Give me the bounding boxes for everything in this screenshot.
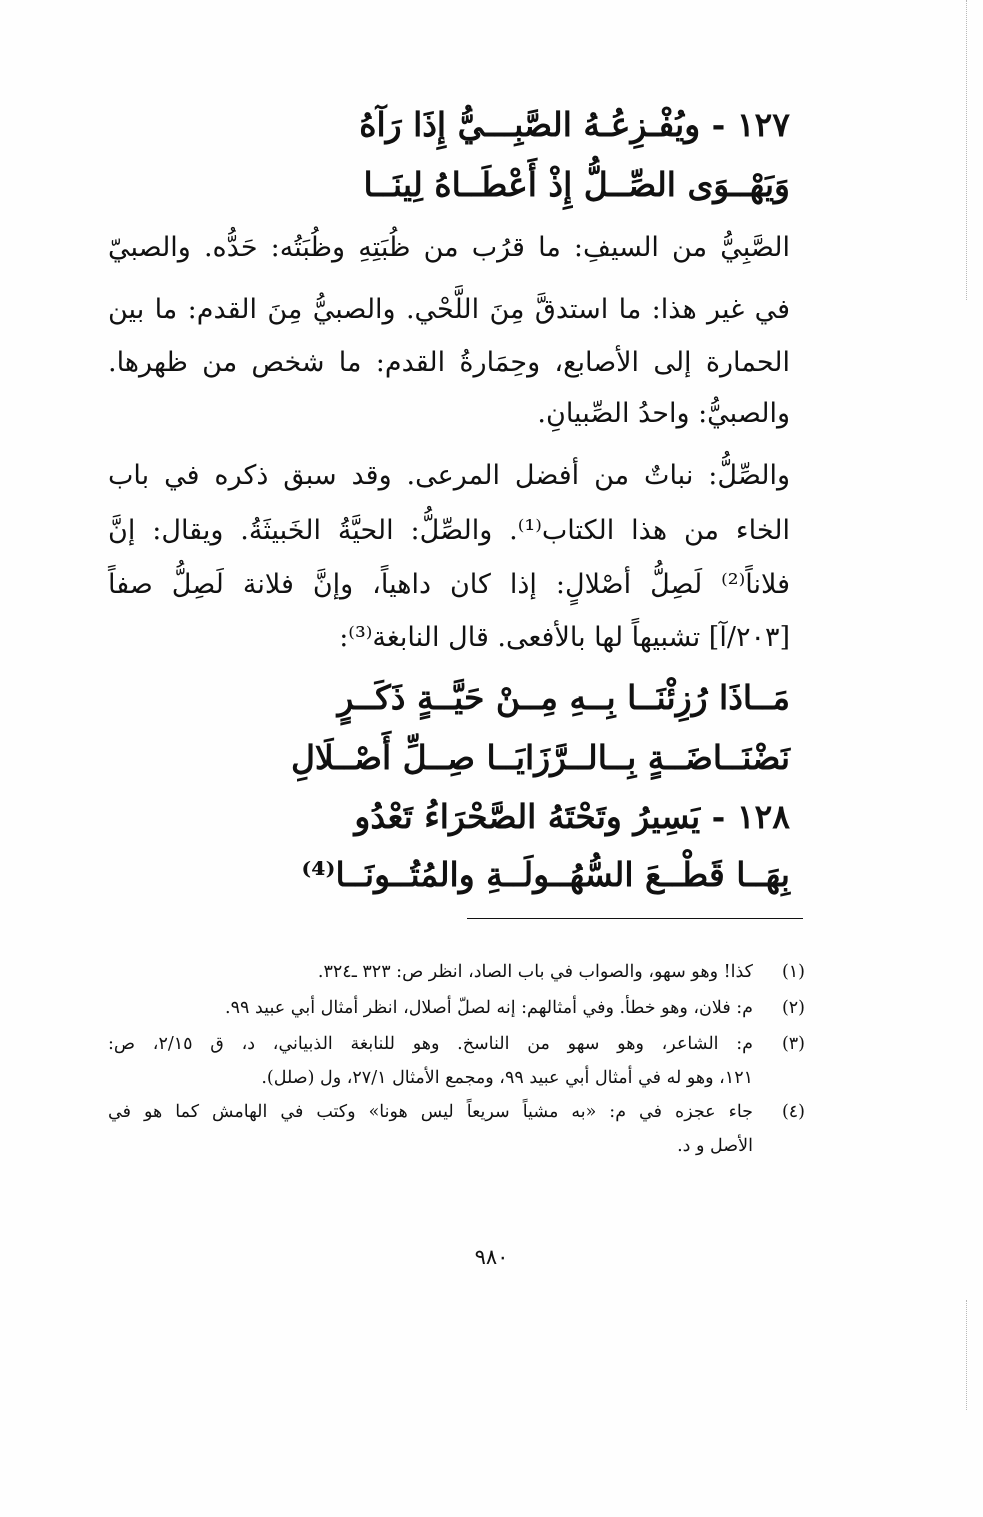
footnote-number: (٣) — [781, 1034, 805, 1054]
commentary-line: والصِّلُّ: نباتٌ من أفضل المرعى. وقد سبق ذكره في باب — [108, 460, 790, 491]
verse-127-first-hemistich: ١٢٧ - ويُفْـزِعُـهُ الصَّبِـــيُّ إِذَا رَآهُ — [359, 105, 790, 144]
footnote-number: (٤) — [781, 1102, 805, 1122]
quoted-verse-first-hemistich: مَــاذَا رُزِئْنَــا بِــهِ مِــنْ حَيَّــةٍ ذَكَــرٍ — [337, 678, 790, 717]
footnote-number: (٢) — [781, 998, 805, 1018]
commentary-line: فلاناً⁽²⁾ لَصِلُّ أصْلالٍ: إذا كان داهياً، وإنَّ فلانة لَصِلُّ صفاً — [108, 569, 790, 600]
footnote-text: الأصل و د. — [677, 1136, 753, 1156]
verse-128-first-hemistich: ١٢٨ - يَسِيرُ وتَحْتَهُ الصَّحْرَاءُ تَعْدُو — [354, 797, 790, 836]
verse-128-second-hemistich: بِهَــا قَطْــعَ السُّهُــولَــةِ والمُتُــونَــا⁽⁴⁾ — [301, 855, 790, 894]
footnote-text: م: فلان، وهو خطأ. وفي أمثالهم: إنه لصلّ أصلال، انظر أمثال أبي عبيد ٩٩. — [225, 998, 753, 1018]
footnote-text: جاء عجزه في م: «به مشياً سريعاً ليس هونا» وكتب في الهامش كما هو في — [108, 1102, 753, 1122]
commentary-line: [٢٠٣/آ] تشبيهاً لها بالأفعى. قال النابغة⁽³⁾: — [339, 622, 790, 653]
commentary-line: الحمارة إلى الأصابع، وحِمَارةُ القدم: ما شخص من ظهرها. — [108, 347, 790, 378]
commentary-line: والصبيُّ: واحدُ الصِّبيانِ. — [537, 398, 790, 429]
footnote-separator — [467, 918, 803, 919]
footnote-text: ١٢١، وهو له في أمثال أبي عبيد ٩٩، ومجمع الأمثال ٢٧/١، ول (صلل). — [261, 1068, 753, 1088]
page-number: ٩٨٠ — [474, 1245, 509, 1269]
commentary-line: الصَّبِيُّ من السيفِ: ما قرُب من ظُبَتِهِ وظُبَتُه: حَدُّه. والصبيّ — [108, 232, 790, 263]
footnote-text: كذا! وهو سهو، والصواب في باب الصاد، انظر ص: ٣٢٣ ـ٣٢٤. — [317, 962, 753, 982]
commentary-line: الخاء من هذا الكتاب⁽¹⁾. والصِّلُّ: الحيَّةُ الخَبيثَةُ. ويقال: إنَّ — [108, 515, 790, 546]
verse-127-second-hemistich: وَيَهْــوَى الصِّــلُّ إِذْ أَعْطَــاهُ لِينَــا — [363, 165, 790, 204]
footnote-text: م: الشاعر، وهو سهو من الناسخ. وهو للنابغة الذبياني، د، ق ٢/١٥، ص: — [108, 1034, 753, 1054]
footnote-number: (١) — [781, 962, 805, 982]
commentary-line: في غير هذا: ما استدقَّ مِنَ اللَّحْي. والصبيُّ مِنَ القدم: ما بين — [108, 294, 790, 325]
scan-edge-mark — [966, 1300, 967, 1410]
quoted-verse-second-hemistich: نَضْنَــاضَــةٍ بِــالــرَّزَايَــا صِــلِّ أَصْــلَالِ — [290, 738, 790, 777]
scan-edge-mark — [966, 0, 967, 300]
